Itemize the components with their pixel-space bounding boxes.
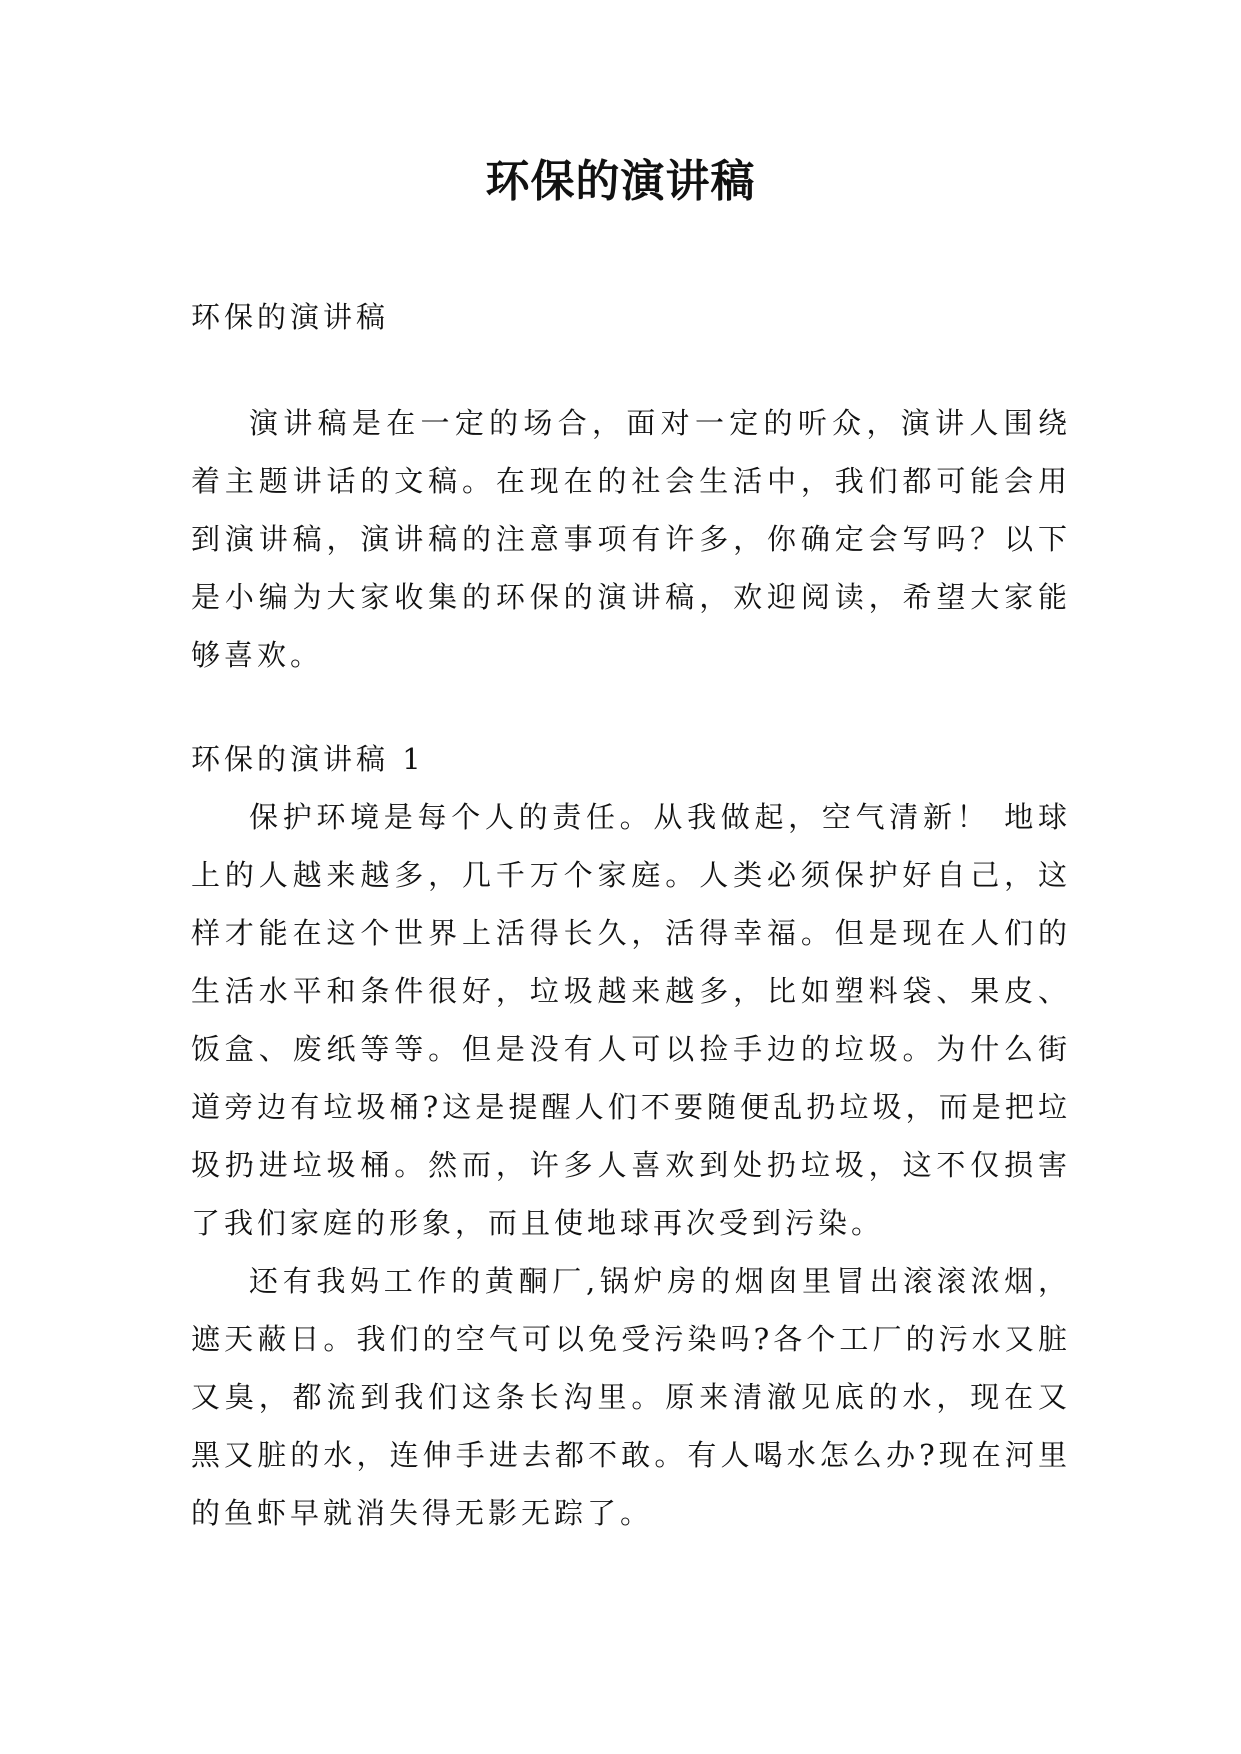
document-body xyxy=(191,288,1071,1542)
section1-paragraph: 保护环境是每个人的责任。从我做起，空气清新！ 地球上的人越来越多，几千万个家庭。人类必须保护好自己，这样才能在这个世界上活得长久，活得幸福。但是现在人们的生活水平和条件很好，垃圾越来越多，比如塑料袋、果皮、饭盒、废纸等等。但是没有人可以捡手边的垃圾。为什么街道旁边有垃圾桶?这是提醒人们不要随便乱扔垃圾，而是把垃圾扔进垃圾桶。然而，许多人喜欢到处扔垃圾，这不仅损害了我们家庭的形象，而且使地球再次受到污染。 xyxy=(191,800,1071,1240)
intro-heading: 环保的演讲稿 xyxy=(191,300,390,334)
section1-heading: 环保的演讲稿 1 xyxy=(191,742,425,776)
spacer xyxy=(191,346,1071,394)
section1-paragraph: 还有我妈工作的黄酮厂,锅炉房的烟囱里冒出滚滚浓烟，遮天蔽日。我们的空气可以免受污染吗?各个工厂的污水又脏又臭，都流到我们这条长沟里。原来清澈见底的水，现在又黑又脏的水，连伸手进去都不敢。有人喝水怎么办?现在河里的鱼虾早就消失得无影无踪了。 xyxy=(191,1264,1071,1530)
spacer xyxy=(191,684,1071,730)
document-title: 环保的演讲稿 xyxy=(485,156,756,207)
intro-paragraph: 演讲稿是在一定的场合，面对一定的听众，演讲人围绕着主题讲话的文稿。在现在的社会生活中，我们都可能会用到演讲稿，演讲稿的注意事项有许多，你确定会写吗？以下是小编为大家收集的环保的演讲稿，欢迎阅读，希望大家能够喜欢。 xyxy=(191,406,1071,672)
